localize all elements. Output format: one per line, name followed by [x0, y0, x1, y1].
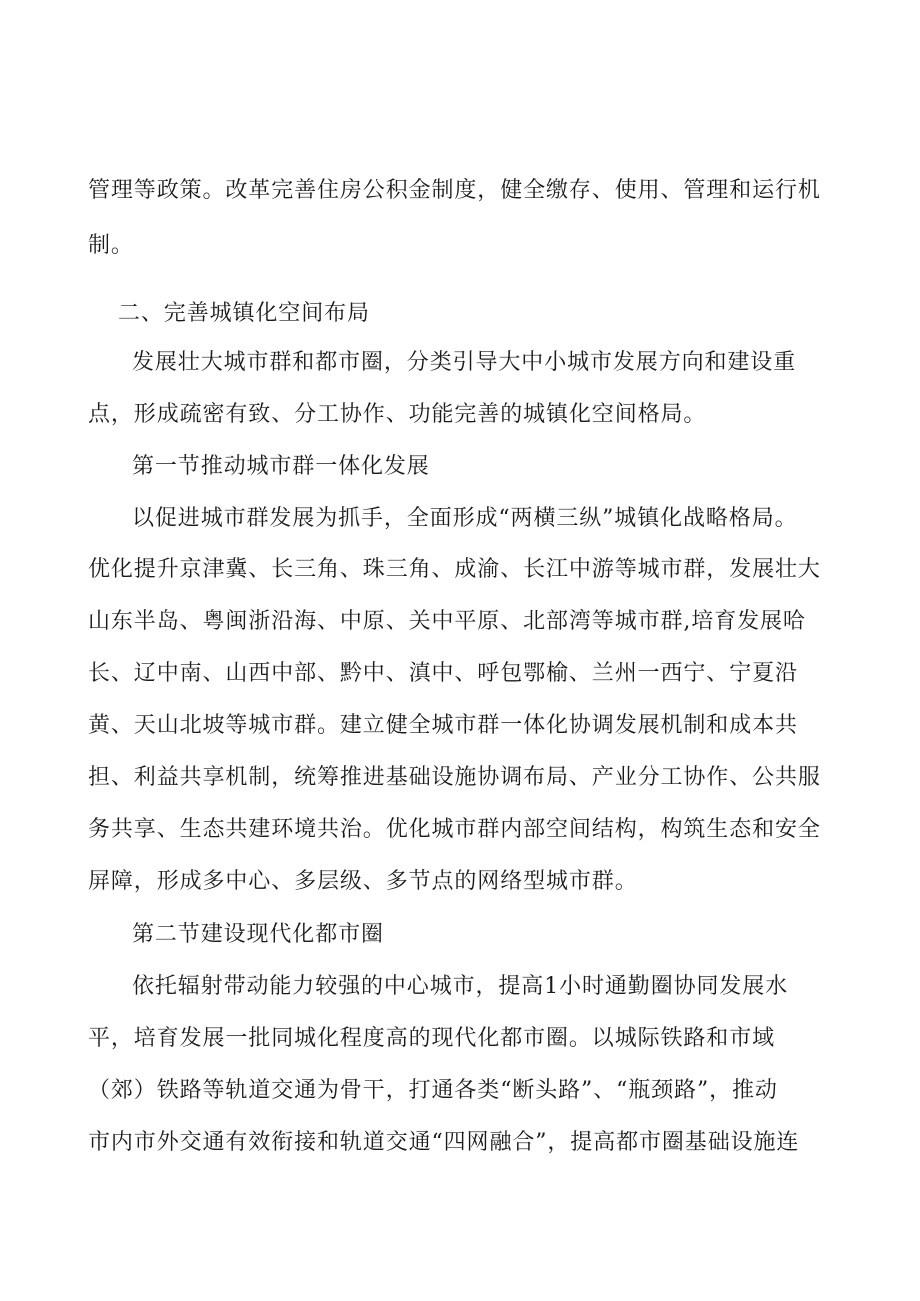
paragraph-line: 管理等政策。改革完善住房公积金制度，健全缴存、使用、管理和运行机 [88, 178, 821, 203]
paragraph-line: 优化提升京津冀、长三角、珠三角、成渝、长江中游等城市群，发展壮大 [88, 557, 821, 582]
paragraph-line: 担、利益共享机制，统筹推进基础设施协调布局、产业分工协作、公共服 [88, 765, 821, 790]
paragraph-line: 制。 [88, 233, 134, 258]
paragraph-line: 点，形成疏密有致、分工协作、功能完善的城镇化空间格局。 [88, 402, 707, 427]
paragraph-line: 长、辽中南、山西中部、黔中、滇中、呼包鄂榆、兰州一西宁、宁夏沿 [88, 661, 798, 686]
paragraph-line: 发展壮大城市群和都市圈，分类引导大中小城市发展方向和建设重 [132, 350, 797, 375]
subsection-heading: 第二节建设现代化都市圈 [132, 922, 384, 947]
paragraph-line: 黄、天山北坡等城市群。建立健全城市群一体化协调发展机制和成本共 [88, 713, 798, 738]
paragraph-line: 山东半岛、粤闽浙沿海、中原、关中平原、北部湾等城市群,培育发展哈 [88, 609, 806, 634]
paragraph-line: （郊）铁路等轨道交通为骨干，打通各类“断头路”、“瓶颈路”，推动 [88, 1078, 778, 1103]
section-heading: 二、完善城镇化空间布局 [118, 301, 370, 326]
paragraph-line: 务共享、生态共建环境共治。优化城市群内部空间结构，构筑生态和安全 [88, 817, 821, 842]
subsection-heading: 第一节推动城市群一体化发展 [132, 454, 430, 479]
paragraph-line: 以促进城市群发展为抓手，全面形成“两横三纵”城镇化战略格局。 [132, 506, 798, 531]
paragraph-line: 平，培育发展一批同城化程度高的现代化都市圈。以城际铁路和市域 [88, 1026, 776, 1051]
paragraph-line: 屏障，形成多中心、多层级、多节点的网络型城市群。 [88, 869, 638, 894]
paragraph-line: 依托辐射带动能力较强的中心城市，提高1小时通勤圈协同发展水 [132, 974, 789, 999]
paragraph-line: 市内市外交通有效衔接和轨道交通“四网融合”，提高都市圈基础设施连 [88, 1130, 800, 1155]
